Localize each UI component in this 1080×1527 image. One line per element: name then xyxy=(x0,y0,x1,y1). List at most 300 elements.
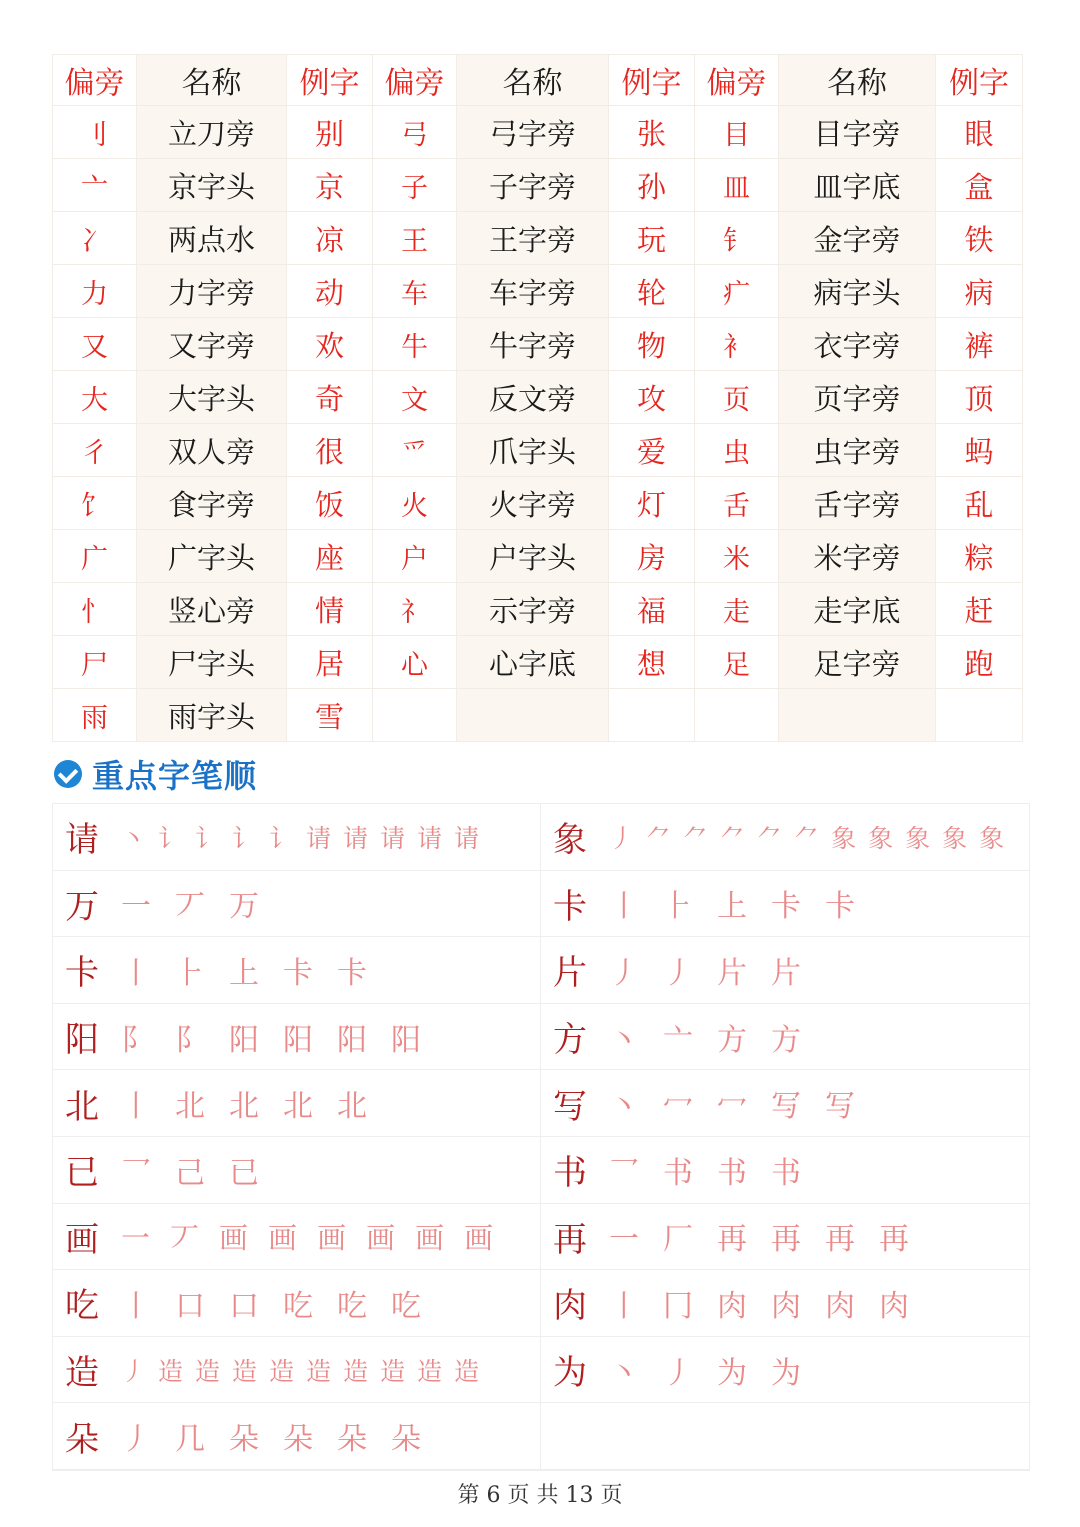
stroke-target-char: 卡 xyxy=(65,953,99,994)
stroke-step: 丶 xyxy=(609,1022,639,1058)
example-char-cell: 乱 xyxy=(936,477,1023,530)
radical-name-cell: 京字头 xyxy=(137,159,287,212)
stroke-order-item xyxy=(53,1137,541,1204)
radical-name-cell: 心字底 xyxy=(457,636,609,689)
example-char-cell: 凉 xyxy=(287,212,373,265)
stroke-order-item xyxy=(53,1270,541,1337)
stroke-steps xyxy=(609,1214,933,1258)
example-char-cell: 眼 xyxy=(936,106,1023,159)
stroke-step: 画 xyxy=(464,1220,494,1255)
stroke-step: 厂 xyxy=(663,1222,693,1258)
radical-name-cell: 食字旁 xyxy=(137,477,287,530)
radical-name-cell: 立刀旁 xyxy=(137,106,287,159)
stroke-step: 象 xyxy=(905,823,931,853)
example-char-cell: 爱 xyxy=(609,424,695,477)
stroke-step: 造 xyxy=(269,1356,295,1386)
example-char-cell: 孙 xyxy=(609,159,695,212)
radical-cell: 爫 xyxy=(373,424,457,477)
stroke-step: 书 xyxy=(771,1155,801,1191)
stroke-step: 书 xyxy=(717,1155,747,1191)
stroke-step: 丆 xyxy=(170,1220,200,1255)
radical-cell: 力 xyxy=(53,265,137,318)
stroke-step: ⺊ xyxy=(663,889,693,925)
stroke-step: 讠 xyxy=(158,823,184,853)
stroke-step: 方 xyxy=(771,1022,801,1058)
radical-cell: 饣 xyxy=(53,477,137,530)
stroke-step: 丶 xyxy=(121,823,147,853)
radical-cell: 彳 xyxy=(53,424,137,477)
radical-name-cell: 双人旁 xyxy=(137,424,287,477)
radical-name-cell: 两点水 xyxy=(137,212,287,265)
stroke-step: 阳 xyxy=(229,1022,259,1058)
table-row xyxy=(53,689,1023,742)
stroke-step: 画 xyxy=(317,1220,347,1255)
stroke-step: 象 xyxy=(831,823,857,853)
radical-cell: 弓 xyxy=(373,106,457,159)
stroke-step: 造 xyxy=(454,1356,480,1386)
stroke-step: 己 xyxy=(175,1155,205,1191)
radical-cell: 钅 xyxy=(695,212,779,265)
example-char-cell xyxy=(609,689,695,742)
stroke-steps xyxy=(609,1081,879,1125)
stroke-step: 北 xyxy=(175,1089,205,1125)
header-radical: 偏旁 xyxy=(53,55,137,106)
stroke-step: 丶 xyxy=(609,1089,639,1125)
stroke-steps xyxy=(121,1015,445,1059)
stroke-step: 肉 xyxy=(717,1288,747,1324)
stroke-step: 上 xyxy=(717,889,747,925)
radical-cell: 刂 xyxy=(53,106,137,159)
example-char-cell: 很 xyxy=(287,424,373,477)
header-example: 例字 xyxy=(936,55,1023,106)
stroke-step: 丨 xyxy=(121,1288,151,1324)
radical-name-cell: 户字头 xyxy=(457,530,609,583)
stroke-order-item xyxy=(53,1204,541,1271)
stroke-order-item xyxy=(541,1403,1029,1470)
stroke-step: 请 xyxy=(343,823,369,853)
radical-name-cell: 广字头 xyxy=(137,530,287,583)
radical-name-cell: 弓字旁 xyxy=(457,106,609,159)
stroke-steps xyxy=(121,881,283,925)
stroke-step: 北 xyxy=(283,1089,313,1125)
radical-cell: 心 xyxy=(373,636,457,689)
stroke-step: 肉 xyxy=(771,1288,801,1324)
radical-name-cell: 子字旁 xyxy=(457,159,609,212)
radical-cell: 尸 xyxy=(53,636,137,689)
stroke-order-item xyxy=(53,804,541,871)
table-row xyxy=(53,265,1023,318)
stroke-step: ⺈ xyxy=(646,823,672,853)
stroke-step: ⺈ xyxy=(794,823,820,853)
stroke-step: 丨 xyxy=(609,889,639,925)
stroke-target-char: 片 xyxy=(553,953,587,994)
stroke-step: 象 xyxy=(942,823,968,853)
stroke-step: 画 xyxy=(219,1220,249,1255)
table-row xyxy=(53,424,1023,477)
stroke-steps xyxy=(121,819,491,855)
table-row xyxy=(53,106,1023,159)
radical-cell: 目 xyxy=(695,106,779,159)
example-char-cell: 铁 xyxy=(936,212,1023,265)
stroke-step: 写 xyxy=(825,1089,855,1125)
stroke-steps xyxy=(121,948,391,992)
radical-name-cell: 牛字旁 xyxy=(457,318,609,371)
stroke-step: 卡 xyxy=(337,955,367,991)
stroke-step: 片 xyxy=(717,955,747,991)
stroke-target-char: 为 xyxy=(553,1353,587,1394)
radical-cell: 衤 xyxy=(695,318,779,371)
radical-cell: 走 xyxy=(695,583,779,636)
example-char-cell: 想 xyxy=(609,636,695,689)
stroke-step: 丿 xyxy=(663,1355,693,1391)
stroke-step: 吃 xyxy=(283,1288,313,1324)
radical-cell: 牛 xyxy=(373,318,457,371)
radical-name-cell: 示字旁 xyxy=(457,583,609,636)
stroke-order-item xyxy=(541,871,1029,938)
radical-cell: 足 xyxy=(695,636,779,689)
stroke-step: 丿 xyxy=(663,955,693,991)
radical-name-cell: 米字旁 xyxy=(779,530,936,583)
header-name: 名称 xyxy=(137,55,287,106)
stroke-target-char: 朵 xyxy=(65,1419,99,1460)
stroke-step: 造 xyxy=(343,1356,369,1386)
stroke-step: 亠 xyxy=(663,1022,693,1058)
radical-name-cell: 走字底 xyxy=(779,583,936,636)
stroke-steps xyxy=(121,1216,513,1257)
stroke-step: 乛 xyxy=(609,1155,639,1191)
example-char-cell: 座 xyxy=(287,530,373,583)
stroke-step: 北 xyxy=(337,1089,367,1125)
stroke-order-item xyxy=(53,937,541,1004)
stroke-target-char: 肉 xyxy=(553,1286,587,1327)
radical-name-cell: 虫字旁 xyxy=(779,424,936,477)
stroke-steps xyxy=(121,1414,445,1458)
stroke-step: 再 xyxy=(825,1222,855,1258)
radical-cell: 广 xyxy=(53,530,137,583)
stroke-step: 丿 xyxy=(121,1422,151,1458)
stroke-step: 造 xyxy=(380,1356,406,1386)
stroke-step: 画 xyxy=(366,1220,396,1255)
table-header-row xyxy=(53,55,1023,106)
stroke-target-char: 吃 xyxy=(65,1286,99,1327)
stroke-step: 请 xyxy=(380,823,406,853)
stroke-step: 朵 xyxy=(337,1422,367,1458)
example-char-cell: 玩 xyxy=(609,212,695,265)
stroke-step: 丿 xyxy=(609,823,635,853)
stroke-order-item xyxy=(541,1137,1029,1204)
stroke-steps xyxy=(121,1352,491,1388)
radical-cell: 礻 xyxy=(373,583,457,636)
radical-cell: 文 xyxy=(373,371,457,424)
stroke-target-char: 方 xyxy=(553,1020,587,1061)
section-heading xyxy=(54,752,257,796)
example-char-cell: 灯 xyxy=(609,477,695,530)
example-char-cell: 物 xyxy=(609,318,695,371)
stroke-step: 造 xyxy=(158,1356,184,1386)
stroke-step: 丶 xyxy=(609,1355,639,1391)
stroke-target-char: 写 xyxy=(553,1086,587,1127)
radical-name-cell: 病字头 xyxy=(779,265,936,318)
radical-name-cell: 金字旁 xyxy=(779,212,936,265)
example-char-cell: 轮 xyxy=(609,265,695,318)
stroke-target-char: 象 xyxy=(553,820,587,861)
stroke-step: 阳 xyxy=(337,1022,367,1058)
stroke-step: 造 xyxy=(195,1356,221,1386)
stroke-order-item xyxy=(53,1004,541,1071)
stroke-step: 口 xyxy=(229,1288,259,1324)
stroke-step: 请 xyxy=(454,823,480,853)
stroke-step: 丨 xyxy=(121,955,151,991)
radical-name-cell xyxy=(779,689,936,742)
stroke-order-grid xyxy=(52,803,1030,1471)
stroke-step: 片 xyxy=(771,955,801,991)
example-char-cell: 攻 xyxy=(609,371,695,424)
radical-name-cell: 舌字旁 xyxy=(779,477,936,530)
stroke-step: 造 xyxy=(417,1356,443,1386)
stroke-step: 书 xyxy=(663,1155,693,1191)
radical-cell: 户 xyxy=(373,530,457,583)
example-char-cell: 福 xyxy=(609,583,695,636)
stroke-steps xyxy=(609,881,879,925)
radical-cell: 大 xyxy=(53,371,137,424)
radical-cell xyxy=(695,689,779,742)
stroke-steps xyxy=(609,1148,825,1192)
example-char-cell: 饭 xyxy=(287,477,373,530)
stroke-target-char: 画 xyxy=(65,1219,99,1260)
stroke-step: ⺈ xyxy=(757,823,783,853)
radical-name-cell: 目字旁 xyxy=(779,106,936,159)
stroke-order-item xyxy=(541,1270,1029,1337)
table-row xyxy=(53,212,1023,265)
stroke-target-char: 卡 xyxy=(553,886,587,927)
stroke-steps xyxy=(121,1081,391,1125)
table-row xyxy=(53,477,1023,530)
example-char-cell: 裤 xyxy=(936,318,1023,371)
radical-cell: 冫 xyxy=(53,212,137,265)
stroke-order-item xyxy=(541,1070,1029,1137)
table-row xyxy=(53,636,1023,689)
radical-table-body xyxy=(53,106,1023,742)
stroke-step: 请 xyxy=(306,823,332,853)
stroke-target-char: 请 xyxy=(65,820,99,861)
radical-cell: 皿 xyxy=(695,159,779,212)
stroke-step: 朵 xyxy=(391,1422,421,1458)
radical-name-cell xyxy=(457,689,609,742)
stroke-step: 冖 xyxy=(663,1089,693,1125)
stroke-step: 阝 xyxy=(175,1022,205,1058)
stroke-step: 讠 xyxy=(195,823,221,853)
stroke-step: ⺊ xyxy=(175,955,205,991)
stroke-step: 冂 xyxy=(663,1288,693,1324)
stroke-order-item xyxy=(53,871,541,938)
radical-name-cell: 足字旁 xyxy=(779,636,936,689)
radical-name-cell: 衣字旁 xyxy=(779,318,936,371)
header-radical: 偏旁 xyxy=(373,55,457,106)
stroke-step: 画 xyxy=(268,1220,298,1255)
example-char-cell: 奇 xyxy=(287,371,373,424)
stroke-step: 丨 xyxy=(121,1089,151,1125)
stroke-order-item xyxy=(541,1337,1029,1404)
stroke-steps xyxy=(121,1281,445,1325)
radical-cell: 王 xyxy=(373,212,457,265)
stroke-steps xyxy=(609,1348,825,1392)
radical-name-cell: 大字头 xyxy=(137,371,287,424)
stroke-target-char: 万 xyxy=(65,886,99,927)
stroke-step: 讠 xyxy=(232,823,258,853)
page-number: 第 6 页 共 13 页 xyxy=(457,1483,623,1508)
stroke-steps xyxy=(609,819,1016,855)
stroke-target-char: 阳 xyxy=(65,1020,99,1061)
table-row xyxy=(53,318,1023,371)
radical-cell: 又 xyxy=(53,318,137,371)
stroke-order-item xyxy=(541,1004,1029,1071)
header-example: 例字 xyxy=(287,55,373,106)
stroke-step: 卡 xyxy=(283,955,313,991)
radical-name-cell: 火字旁 xyxy=(457,477,609,530)
radical-cell: 舌 xyxy=(695,477,779,530)
stroke-step: 北 xyxy=(229,1089,259,1125)
stroke-step: 一 xyxy=(609,1222,639,1258)
radical-name-cell: 雨字头 xyxy=(137,689,287,742)
stroke-step: 肉 xyxy=(879,1288,909,1324)
stroke-step: 象 xyxy=(868,823,894,853)
stroke-step: ⺈ xyxy=(683,823,709,853)
stroke-step: 肉 xyxy=(825,1288,855,1324)
table-row xyxy=(53,583,1023,636)
stroke-step: 上 xyxy=(229,955,259,991)
radical-cell: 雨 xyxy=(53,689,137,742)
stroke-step: 一 xyxy=(121,889,151,925)
stroke-step: 丨 xyxy=(609,1288,639,1324)
stroke-step: 口 xyxy=(175,1288,205,1324)
stroke-step: 吃 xyxy=(391,1288,421,1324)
stroke-step: 几 xyxy=(175,1422,205,1458)
table-row xyxy=(53,371,1023,424)
stroke-step: 阳 xyxy=(391,1022,421,1058)
radical-name-cell: 反文旁 xyxy=(457,371,609,424)
stroke-step: 冖 xyxy=(717,1089,747,1125)
stroke-step: 方 xyxy=(717,1022,747,1058)
stroke-step: 再 xyxy=(717,1222,747,1258)
stroke-step: 已 xyxy=(229,1155,259,1191)
example-char-cell: 情 xyxy=(287,583,373,636)
stroke-step: 朵 xyxy=(283,1422,313,1458)
stroke-step: 请 xyxy=(417,823,443,853)
header-example: 例字 xyxy=(609,55,695,106)
example-char-cell: 房 xyxy=(609,530,695,583)
stroke-steps xyxy=(609,948,825,992)
example-char-cell: 跑 xyxy=(936,636,1023,689)
radical-cell xyxy=(373,689,457,742)
radical-cell: 忄 xyxy=(53,583,137,636)
stroke-steps xyxy=(609,1015,825,1059)
stroke-step: 朵 xyxy=(229,1422,259,1458)
stroke-step: 写 xyxy=(771,1089,801,1125)
stroke-step: 卡 xyxy=(771,889,801,925)
stroke-step: 讠 xyxy=(269,823,295,853)
stroke-target-char: 书 xyxy=(553,1153,587,1194)
stroke-order-item xyxy=(53,1337,541,1404)
stroke-order-item xyxy=(53,1403,541,1470)
header-radical: 偏旁 xyxy=(695,55,779,106)
example-char-cell: 动 xyxy=(287,265,373,318)
stroke-step: 象 xyxy=(979,823,1005,853)
stroke-order-item xyxy=(53,1070,541,1137)
radical-cell: 虫 xyxy=(695,424,779,477)
radical-cell: 车 xyxy=(373,265,457,318)
radical-name-cell: 车字旁 xyxy=(457,265,609,318)
stroke-target-char: 北 xyxy=(65,1086,99,1127)
example-char-cell: 顶 xyxy=(936,371,1023,424)
radical-cell: 疒 xyxy=(695,265,779,318)
stroke-step: 造 xyxy=(306,1356,332,1386)
stroke-step: 丿 xyxy=(609,955,639,991)
stroke-step: 卡 xyxy=(825,889,855,925)
radical-name-cell: 又字旁 xyxy=(137,318,287,371)
header-name: 名称 xyxy=(779,55,936,106)
stroke-target-char: 已 xyxy=(65,1153,99,1194)
header-name: 名称 xyxy=(457,55,609,106)
radical-name-cell: 竖心旁 xyxy=(137,583,287,636)
radical-name-cell: 爪字头 xyxy=(457,424,609,477)
check-circle-icon xyxy=(54,760,82,788)
stroke-target-char: 再 xyxy=(553,1219,587,1260)
stroke-step: 为 xyxy=(717,1355,747,1391)
radical-cell: 米 xyxy=(695,530,779,583)
example-char-cell: 病 xyxy=(936,265,1023,318)
example-char-cell: 居 xyxy=(287,636,373,689)
stroke-step: 一 xyxy=(121,1220,151,1255)
radical-table xyxy=(52,54,1023,742)
example-char-cell: 赶 xyxy=(936,583,1023,636)
radical-name-cell: 王字旁 xyxy=(457,212,609,265)
stroke-step: 丿 xyxy=(121,1356,147,1386)
stroke-step: 阳 xyxy=(283,1022,313,1058)
example-char-cell: 盒 xyxy=(936,159,1023,212)
example-char-cell: 京 xyxy=(287,159,373,212)
radical-cell: 亠 xyxy=(53,159,137,212)
stroke-steps xyxy=(121,1148,283,1192)
stroke-target-char: 造 xyxy=(65,1353,99,1394)
stroke-step: 画 xyxy=(415,1220,445,1255)
stroke-step: 丆 xyxy=(175,889,205,925)
radical-cell: 页 xyxy=(695,371,779,424)
radical-name-cell: 尸字头 xyxy=(137,636,287,689)
stroke-order-item xyxy=(541,937,1029,1004)
stroke-order-item xyxy=(541,804,1029,871)
stroke-step: 再 xyxy=(771,1222,801,1258)
table-row xyxy=(53,530,1023,583)
radical-cell: 火 xyxy=(373,477,457,530)
stroke-order-item xyxy=(541,1204,1029,1271)
radical-cell: 子 xyxy=(373,159,457,212)
stroke-step: 乛 xyxy=(121,1155,151,1191)
stroke-step: ⺈ xyxy=(720,823,746,853)
example-char-cell: 雪 xyxy=(287,689,373,742)
table-row xyxy=(53,159,1023,212)
example-char-cell xyxy=(936,689,1023,742)
stroke-step: 万 xyxy=(229,889,259,925)
stroke-step: 再 xyxy=(879,1222,909,1258)
example-char-cell: 张 xyxy=(609,106,695,159)
stroke-step: 为 xyxy=(771,1355,801,1391)
stroke-steps xyxy=(609,1281,933,1325)
radical-name-cell: 页字旁 xyxy=(779,371,936,424)
stroke-step: 造 xyxy=(232,1356,258,1386)
radical-name-cell: 皿字底 xyxy=(779,159,936,212)
section-title: 重点字笔顺 xyxy=(92,757,258,795)
example-char-cell: 欢 xyxy=(287,318,373,371)
